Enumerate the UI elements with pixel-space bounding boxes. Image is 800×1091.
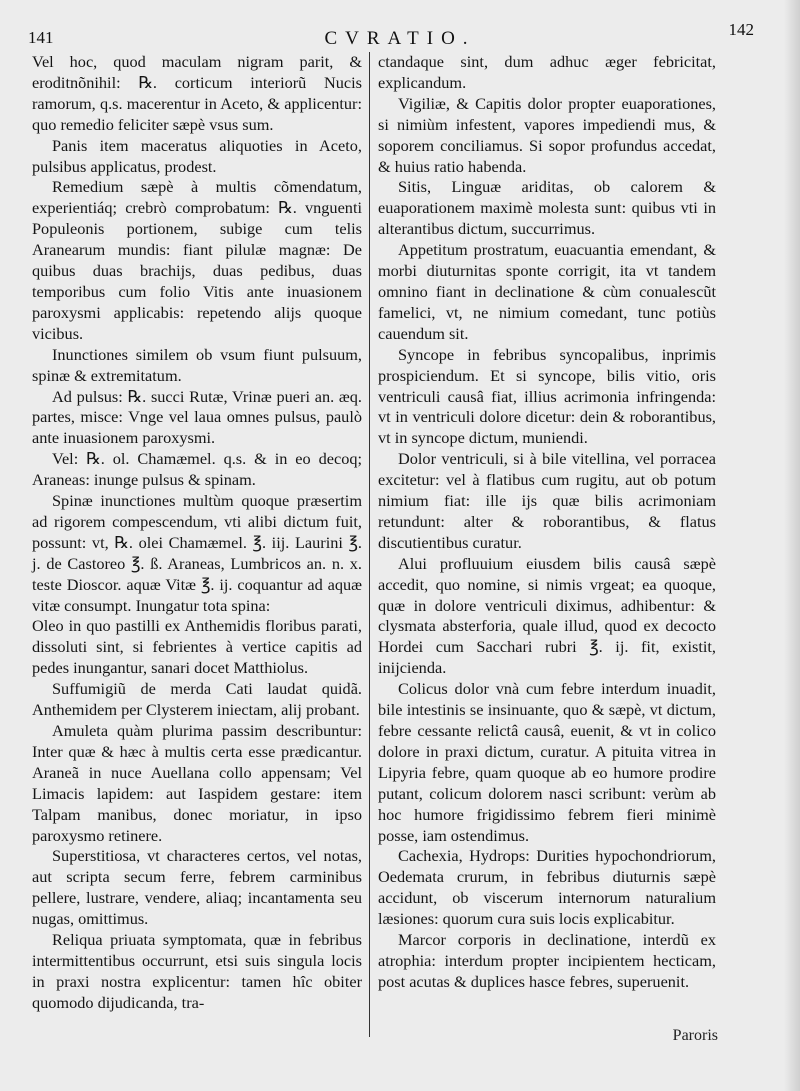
paragraph: Oleo in quo pastilli ex Anthemidis floribus parati, dissoluti sint, si febrientes à vertice capitis ad pedes inungantur, sanari docet Matthiolus. (32, 616, 362, 678)
paragraph: Panis item maceratus aliquoties in Aceto, pulsibus applicatus, prodest. (32, 135, 362, 176)
paragraph: Vigiliæ, & Capitis dolor propter euaporationes, si nimiùm infestent, vapores impediendi mus, & soporem conciliamus. Si sopor profundus accedat, & huius ratio habenda. (378, 93, 716, 176)
page-number-right: 142 (728, 20, 754, 39)
paragraph: Sitis, Linguæ ariditas, ob calorem & euaporationem maximè molesta sunt: quibus vti in alterantibus dictum, succurrimus. (378, 177, 716, 239)
paragraph: Marcor corporis in declinatione, interdũ ex atrophia: interdum propter incipientem hecticam, post acutas & duplices hasce febres, superuenit. (378, 930, 716, 991)
paragraph: Vel hoc, quod maculam nigram parit, & eroditnõnihil: ℞. corticum interiorũ Nucis ramorum, q.s. macerentur in Aceto, & applicentur: quo remedio feliciter sæpè vsus sum. (32, 52, 362, 134)
paragraph: Appetitum prostratum, euacuantia emendant, & morbi diuturnitas sponte corrigit, ita vt tandem omnino fiant in declinatione & cùm conualescũt famelici, vt, ne nimium comedant, tunc potiùs cauendum sit. (378, 240, 716, 343)
column-divider (369, 52, 370, 1037)
paragraph: Amuleta quàm plurima passim describuntur: Inter quæ & hæc à multis certa esse prædicantur. Araneã in nuce Auellana collo appensam; Vel Limacis lapidem: aut Iaspidem gestare: item Talpam manibus, donec moriatur, in ipso paroxysmo retinere. (32, 721, 362, 845)
paragraph: Reliqua priuata symptomata, quæ in febribus intermittentibus occurrunt, etsi suis singula locis in praxi nostra explicentur: tamen hîc obiter quomodo dijudicanda, tra- (32, 930, 362, 1012)
paragraph: Syncope in febribus syncopalibus, inprimis prospiciendum. Et si syncope, bilis vitio, oris ventriculi causâ fiat, illius acrimonia infringenda: vt in ventriculi dolore dicetur: dein & roborantibus, vt in syncope dictum, muniendi. (378, 344, 716, 448)
paragraph: Inunctiones similem ob vsum fiunt pulsuum, spinæ & extremitatum. (32, 344, 362, 385)
page-number-left: 141 (28, 28, 54, 47)
running-head: CVRATIO. (324, 28, 476, 49)
paragraph: Ad pulsus: ℞. succi Rutæ, Vrinæ pueri an. æq. partes, misce: Vnge vel laua omnes pulsus, paulò ante inuasionem paroxysmi. (32, 386, 362, 448)
left-text-column (32, 52, 362, 1014)
paragraph: Colicus dolor vnà cum febre interdum inuadit, bile intestinis se insinuante, quo & sæpè, vt dictum, febre cessante relictâ causâ, euenit, & vt in colico dolore in praxi dictum, curatur. A pituita vitrea in Lipyria febre, quam quoque ab eo humore prodire putant, colicum dolorem nasci scribunt: verùm ab hoc humore frigidissimo febrem fieri minimè posse, iam ostendimus. (378, 679, 716, 845)
paragraph: ctandaque sint, dum adhuc æger febricitat, explicandum. (378, 52, 716, 92)
paragraph: Superstitiosa, vt characteres certos, vel notas, aut scripta secum ferre, febrem carminibus pellere, lustrare, vendere, aliaq; incantamenta seu nugas, omittimus. (32, 846, 362, 929)
page-edge-shadow (784, 0, 800, 1091)
paragraph: Dolor ventriculi, si à bile vitellina, vel porracea excitetur: vel à flatibus cum rugitu, aut ob potum nimium fiat: ille ijs quæ bilis acrimoniam retundunt: alter & roborantibus, & flatus discutientibus curatur. (378, 449, 716, 552)
paragraph: Suffumigiũ de merda Cati laudat quidã. Anthemidem per Clysterem iniectam, alij probant. (32, 679, 362, 720)
paragraph: Spinæ inunctiones multùm quoque præsertim ad rigorem compescendum, vti alibi dictum fuit, possunt: vt, ℞. olei Chamæmel. ℥. iij. Laurini ℥. j. de Castoreo ℥. ß. Araneas, Lumbricos an. n. x. teste Dioscor. aquæ Vitæ ℥. ij. coquantur ad aquæ vitæ consumpt. Inungatur tota spina: (32, 491, 362, 615)
right-text-column (378, 52, 716, 993)
paragraph: Vel: ℞. ol. Chamæmel. q.s. & in eo decoq; Araneas: inunge pulsus & spinam. (32, 449, 362, 490)
paragraph: Remedium sæpè à multis cõmendatum, experientiáq; crebrò comprobatum: ℞. vnguenti Populeonis portionem, subige cum telis Aranearum mundis: fiant pilulæ magnæ: De quibus duas brachijs, duas pedibus, duas temporibus cum folio Vitis ante inuasionem paroxysmi applicabis: repetendo alijs quoque vicibus. (32, 177, 362, 343)
catchword: Paroris (672, 1027, 718, 1044)
paragraph: Alui profluuium eiusdem bilis causâ sæpè accedit, quo nomine, si nimis vrgeat; ea quoque, quæ in dolore ventriculi diximus, adhibentur: & clysmata absterforia, quale illud, quod ex decocto Hordei cum Sacchari rubri ℥. ij. fit, existit, inijcienda. (378, 553, 716, 678)
page-header (0, 20, 800, 54)
paragraph: Cachexia, Hydrops: Durities hypochondriorum, Oedemata crurum, in febribus diuturnis sæpè accidunt, ob viscerum internorum naturalium læsiones: quorum cura suis locis explicabitur. (378, 846, 716, 929)
